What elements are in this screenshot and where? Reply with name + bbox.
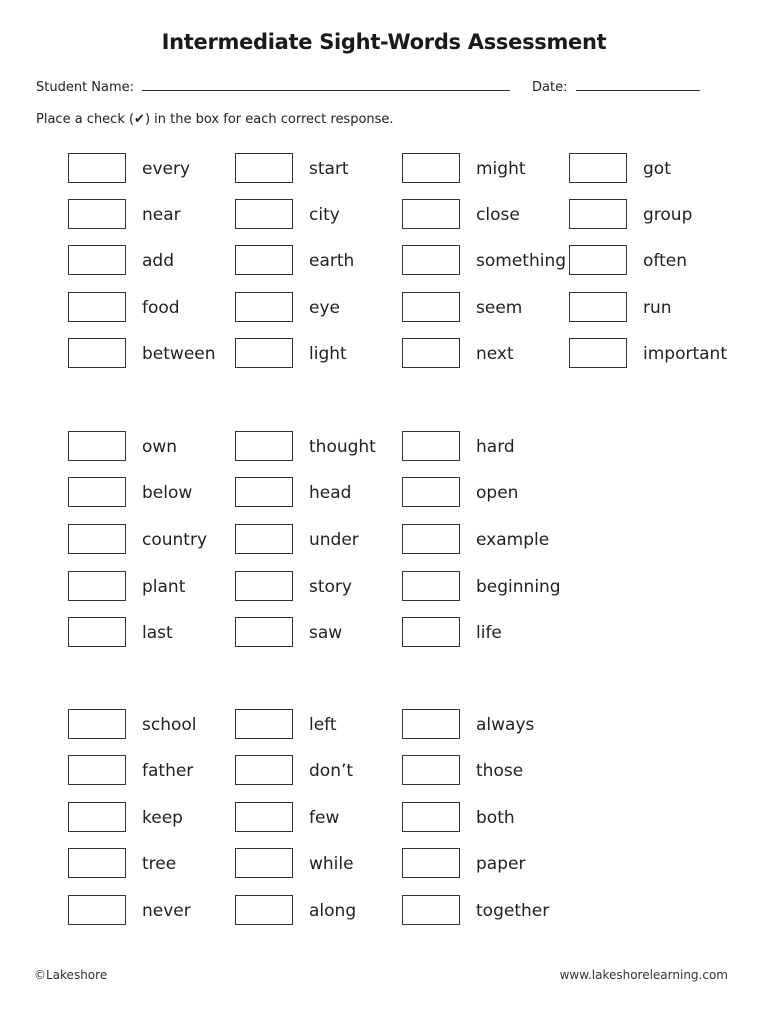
- check-box[interactable]: [402, 848, 460, 878]
- word-row: [0, 431, 768, 463]
- check-box[interactable]: [68, 431, 126, 461]
- check-box[interactable]: [68, 802, 126, 832]
- word-label: city: [309, 205, 340, 225]
- word-label: under: [309, 530, 359, 550]
- word-row: [0, 338, 768, 370]
- check-box[interactable]: [235, 431, 293, 461]
- check-box[interactable]: [402, 709, 460, 739]
- word-label: example: [476, 530, 550, 550]
- word-label: school: [142, 715, 197, 735]
- check-box[interactable]: [68, 848, 126, 878]
- word-label: beginning: [476, 577, 561, 597]
- word-label: tree: [142, 854, 177, 874]
- word-label: group: [643, 205, 693, 225]
- word-label: every: [142, 159, 191, 179]
- word-label: seem: [476, 298, 523, 318]
- check-box[interactable]: [68, 477, 126, 507]
- check-box[interactable]: [68, 709, 126, 739]
- word-label: important: [643, 344, 727, 364]
- check-box[interactable]: [569, 199, 627, 229]
- word-label: own: [142, 437, 178, 457]
- word-row: [0, 199, 768, 231]
- word-row: [0, 153, 768, 185]
- check-box[interactable]: [235, 895, 293, 925]
- word-label: something: [476, 251, 567, 271]
- check-box[interactable]: [235, 199, 293, 229]
- student-name-label: Student Name:: [36, 80, 135, 95]
- word-label: open: [476, 483, 519, 503]
- word-label: few: [309, 808, 340, 828]
- word-label: those: [476, 761, 524, 781]
- check-box[interactable]: [402, 153, 460, 183]
- word-label: earth: [309, 251, 355, 271]
- word-label: never: [142, 901, 191, 921]
- word-label: left: [309, 715, 337, 735]
- page-title: Intermediate Sight-Words Assessment: [161, 30, 607, 54]
- check-box[interactable]: [68, 617, 126, 647]
- word-label: keep: [142, 808, 183, 828]
- word-label: while: [309, 854, 354, 874]
- check-box[interactable]: [68, 524, 126, 554]
- check-box[interactable]: [569, 338, 627, 368]
- check-box[interactable]: [68, 292, 126, 322]
- word-label: between: [142, 344, 216, 364]
- check-box[interactable]: [235, 524, 293, 554]
- word-label: always: [476, 715, 535, 735]
- check-box[interactable]: [235, 848, 293, 878]
- word-label: both: [476, 808, 515, 828]
- word-label: thought: [309, 437, 376, 457]
- footer-website-link[interactable]: www.lakeshorelearning.com: [559, 968, 728, 982]
- date-row: [532, 78, 700, 95]
- word-label: story: [309, 577, 352, 597]
- check-box[interactable]: [402, 895, 460, 925]
- check-box[interactable]: [402, 292, 460, 322]
- word-row: [0, 802, 768, 834]
- word-label: saw: [309, 623, 343, 643]
- word-label: run: [643, 298, 672, 318]
- check-box[interactable]: [68, 153, 126, 183]
- word-label: father: [142, 761, 194, 781]
- word-label: next: [476, 344, 514, 364]
- word-label: paper: [476, 854, 526, 874]
- word-label: hard: [476, 437, 515, 457]
- check-box[interactable]: [68, 755, 126, 785]
- word-label: might: [476, 159, 526, 179]
- check-box[interactable]: [402, 338, 460, 368]
- word-label: country: [142, 530, 208, 550]
- check-box[interactable]: [235, 477, 293, 507]
- footer-copyright: ©Lakeshore: [34, 968, 108, 982]
- word-label: often: [643, 251, 687, 271]
- check-box[interactable]: [402, 199, 460, 229]
- check-box[interactable]: [68, 245, 126, 275]
- word-label: last: [142, 623, 173, 643]
- word-label: start: [309, 159, 349, 179]
- date-label: Date:: [532, 80, 568, 95]
- word-label: plant: [142, 577, 186, 597]
- check-box[interactable]: [402, 571, 460, 601]
- check-box[interactable]: [569, 153, 627, 183]
- word-label: head: [309, 483, 352, 503]
- word-row: [0, 245, 768, 277]
- check-box[interactable]: [402, 477, 460, 507]
- check-box[interactable]: [235, 617, 293, 647]
- word-label: close: [476, 205, 520, 225]
- word-row: [0, 755, 768, 787]
- word-row: [0, 617, 768, 649]
- word-row: [0, 571, 768, 603]
- check-box[interactable]: [235, 153, 293, 183]
- check-box[interactable]: [68, 338, 126, 368]
- word-label: life: [476, 623, 502, 643]
- word-label: near: [142, 205, 181, 225]
- check-box[interactable]: [235, 755, 293, 785]
- word-row: [0, 709, 768, 741]
- check-box[interactable]: [68, 199, 126, 229]
- check-box[interactable]: [569, 292, 627, 322]
- word-row: [0, 524, 768, 556]
- check-box[interactable]: [402, 245, 460, 275]
- check-box[interactable]: [402, 802, 460, 832]
- check-box[interactable]: [235, 571, 293, 601]
- check-box[interactable]: [235, 709, 293, 739]
- check-box[interactable]: [235, 802, 293, 832]
- check-box[interactable]: [402, 431, 460, 461]
- instructions: Place a check (✔) in the box for each correct response.: [36, 112, 394, 127]
- check-box[interactable]: [68, 895, 126, 925]
- check-box[interactable]: [235, 338, 293, 368]
- check-box[interactable]: [235, 245, 293, 275]
- student-name-field[interactable]: [142, 78, 510, 91]
- word-label: food: [142, 298, 180, 318]
- date-field[interactable]: [576, 78, 700, 91]
- check-box[interactable]: [402, 524, 460, 554]
- word-row: [0, 848, 768, 880]
- check-box[interactable]: [402, 617, 460, 647]
- word-label: together: [476, 901, 550, 921]
- word-row: [0, 292, 768, 324]
- check-box[interactable]: [235, 292, 293, 322]
- word-label: along: [309, 901, 357, 921]
- student-name-row: [36, 78, 510, 95]
- check-box[interactable]: [68, 571, 126, 601]
- word-label: add: [142, 251, 174, 271]
- word-row: [0, 895, 768, 927]
- word-label: below: [142, 483, 193, 503]
- check-box[interactable]: [402, 755, 460, 785]
- word-label: don’t: [309, 761, 354, 781]
- word-label: eye: [309, 298, 340, 318]
- word-label: got: [643, 159, 671, 179]
- word-label: light: [309, 344, 347, 364]
- check-box[interactable]: [569, 245, 627, 275]
- word-row: [0, 477, 768, 509]
